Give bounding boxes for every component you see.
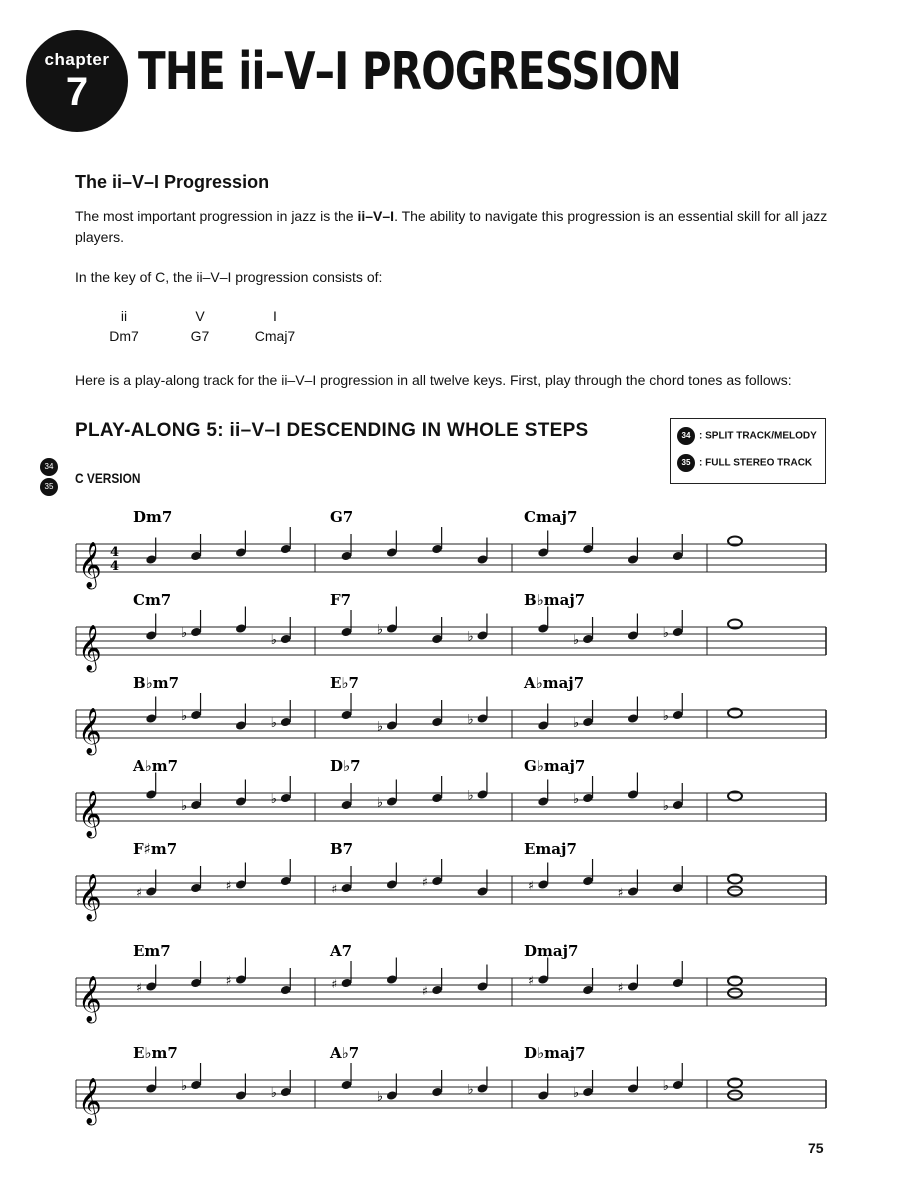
sharp-icon: ♯: [225, 878, 232, 893]
chord-symbol: Em7: [133, 942, 171, 960]
flat-icon: ♭: [573, 716, 580, 731]
roman-numeral: V: [195, 308, 205, 324]
flat-icon: ♭: [181, 1079, 188, 1094]
flat-icon: ♭: [467, 1082, 474, 1098]
cd-track-icon: 35: [40, 478, 58, 496]
treble-clef-icon: 𝄞: [78, 708, 102, 754]
chord-symbol: F♯m7: [133, 840, 178, 858]
chord-symbol: Dm7: [133, 508, 173, 526]
sharp-icon: ♯: [225, 973, 232, 988]
chord-symbol: E♭m7: [133, 1044, 178, 1062]
staff-system: [76, 591, 826, 673]
track-label: : SPLIT TRACK/MELODY: [699, 430, 817, 442]
sharp-icon: ♯: [422, 875, 428, 889]
track-label: : FULL STEREO TRACK: [699, 457, 813, 469]
staff-system: [76, 1044, 826, 1126]
flat-icon: ♭: [662, 626, 669, 641]
chord-symbol: Cmaj7: [524, 508, 578, 526]
flat-icon: ♭: [181, 709, 188, 724]
flat-icon: ♭: [181, 626, 188, 641]
whole-note: [728, 887, 742, 896]
flat-icon: ♭: [662, 799, 669, 814]
treble-clef-icon: 𝄞: [78, 791, 102, 837]
playalong-paragraph: Here is a play-along track for the ii–V–I progression in all twelve keys. First, play through the chord tones as follows:: [75, 372, 792, 388]
chapter-word: chapter: [44, 50, 110, 69]
chord-symbol: D♭maj7: [524, 1044, 586, 1062]
flat-icon: ♭: [662, 709, 669, 724]
time-signature-top: 4: [110, 545, 120, 560]
chord-symbol: E♭7: [330, 674, 359, 692]
roman-numeral: I: [273, 308, 277, 324]
chapter-title: THE ii–V–I PROGRESSION: [138, 42, 682, 102]
flat-icon: ♭: [270, 633, 277, 648]
sharp-icon: ♯: [136, 980, 143, 995]
staff-system: [76, 757, 826, 839]
chord-symbol: Dmaj7: [524, 942, 579, 960]
sharp-icon: ♯: [617, 885, 624, 900]
treble-clef-icon: 𝄞: [78, 542, 102, 588]
sharp-icon: ♯: [528, 973, 535, 988]
flat-icon: ♭: [270, 716, 277, 731]
chord-symbol: Cm7: [133, 591, 172, 609]
page-number: 75: [808, 1140, 824, 1156]
flat-icon: ♭: [376, 719, 383, 735]
flat-icon: ♭: [270, 792, 277, 807]
chord-name: Dm7: [109, 328, 139, 344]
time-signature-bottom: 4: [110, 559, 120, 574]
treble-clef-icon: 𝄞: [78, 1078, 102, 1124]
flat-icon: ♭: [467, 629, 474, 645]
cd-track-icon: 35: [677, 454, 695, 472]
flat-icon: ♭: [573, 792, 580, 807]
sharp-icon: ♯: [331, 977, 338, 991]
flat-icon: ♭: [181, 799, 188, 814]
sharp-icon: ♯: [331, 882, 338, 896]
section-title: The ii–V–I Progression: [75, 172, 270, 192]
staff-system: [76, 508, 826, 590]
chord-symbol: A♭7: [330, 1044, 360, 1062]
treble-clef-icon: 𝄞: [78, 976, 102, 1022]
treble-clef-icon: 𝄞: [78, 625, 102, 671]
sharp-icon: ♯: [422, 984, 428, 998]
cd-track-icon: 34: [677, 427, 695, 445]
chapter-number: 7: [65, 70, 89, 114]
chord-symbol: A♭m7: [133, 757, 179, 775]
flat-icon: ♭: [376, 1089, 383, 1105]
flat-icon: ♭: [270, 1086, 277, 1101]
chord-symbol: B♭maj7: [524, 591, 586, 609]
chord-symbol: A♭maj7: [524, 674, 585, 692]
key-paragraph: In the key of C, the ii–V–I progression consists of:: [75, 269, 383, 285]
flat-icon: ♭: [467, 712, 474, 728]
chord-symbol: G♭maj7: [524, 757, 586, 775]
sharp-icon: ♯: [136, 885, 143, 900]
flat-icon: ♭: [376, 795, 383, 811]
whole-note: [728, 1091, 742, 1100]
chord-symbol: F7: [330, 591, 352, 609]
chord-symbol: Emaj7: [524, 840, 577, 858]
chord-symbol: B7: [330, 840, 354, 858]
roman-numeral: ii: [120, 308, 128, 324]
flat-icon: ♭: [376, 622, 383, 638]
cd-track-icon: 34: [40, 458, 58, 476]
playalong-title: PLAY-ALONG 5: ii–V–I DESCENDING IN WHOLE STEPS: [75, 420, 589, 441]
flat-icon: ♭: [662, 1079, 669, 1094]
intro-paragraph: The most important progression in jazz is the ii–V–I. The ability to navigate this progression is an essential skill for all jazz players.: [75, 208, 828, 245]
whole-note: [728, 989, 742, 998]
version-label: C VERSION: [75, 470, 141, 486]
sharp-icon: ♯: [617, 980, 624, 995]
staff-system: [76, 942, 826, 1024]
sharp-icon: ♯: [528, 878, 535, 893]
staff-system: [76, 840, 826, 922]
staff-system: [76, 674, 826, 756]
flat-icon: ♭: [573, 633, 580, 648]
flat-icon: ♭: [467, 788, 474, 804]
chord-name: G7: [190, 328, 210, 344]
chord-name: Cmaj7: [254, 328, 296, 344]
chord-symbol: D♭7: [330, 757, 361, 775]
flat-icon: ♭: [573, 1086, 580, 1101]
treble-clef-icon: 𝄞: [78, 874, 102, 920]
chord-symbol: B♭m7: [133, 674, 180, 692]
chord-symbol: G7: [330, 508, 354, 526]
chord-symbol: A7: [330, 942, 353, 960]
